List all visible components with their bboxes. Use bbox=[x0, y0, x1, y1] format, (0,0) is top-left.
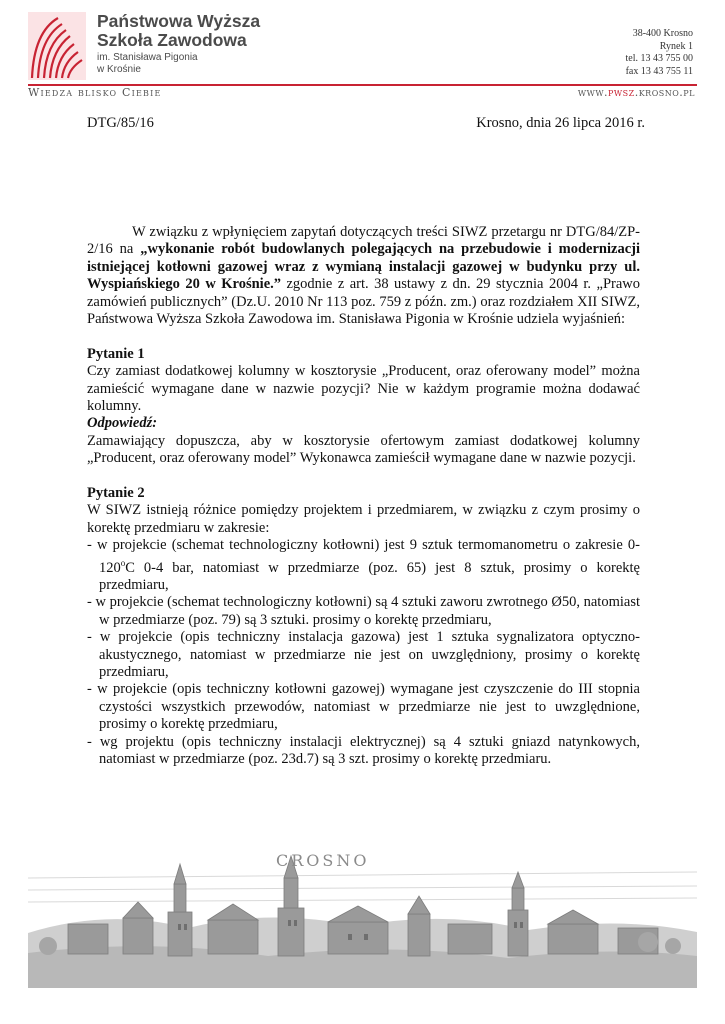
website-link[interactable] bbox=[578, 86, 695, 99]
university-logo bbox=[28, 12, 88, 82]
patron-line1: im. Stanisława Pigonia bbox=[97, 52, 198, 63]
institution-name-line1: Państwowa Wyższa bbox=[97, 11, 261, 31]
question-1-title: Pytanie 1 bbox=[87, 345, 145, 362]
institution-patron bbox=[97, 52, 198, 76]
website-prefix: www. bbox=[577, 86, 609, 99]
list-item: - w projekcie (opis techniczny kotłowni gazowej) wymagane jest czyszczenie do III stopnia czystości wszystkich przewodów, natomiast w przedmiarze nie jest to uwzględnione, prosimy o korektę przedmiaru, bbox=[87, 681, 640, 733]
motto: Wiedza blisko Ciebie bbox=[28, 86, 162, 99]
list-item: - wg projektu (opis techniczny instalacji elektrycznej) są 4 sztuki gniazd natynkowych, natomiast w przedmiarze (poz. 23d.7) są 3 szt. prosimy o korektę przedmiaru. bbox=[87, 733, 640, 767]
place-date: Krosno, dnia 26 lipca 2016 r. bbox=[476, 115, 645, 131]
letter-body bbox=[87, 224, 640, 768]
institution-name-line2: Szkoła Zawodowa bbox=[97, 30, 247, 50]
intro-text-2: zgodnie z art. 38 ustawy z dn. 29 stycznia 2004 r. „Prawo zamówień publicznych” (Dz.U. 2010 Nr 113 poz. 759 z późn. zm.) oraz rozdziałem XII SIWZ, Państwowa Wyższa Szkoła Zawodowa im. Stanisława Pigonia w Krośnie udziela wyjaśnień: bbox=[87, 276, 640, 328]
question-2-text: W SIWZ istnieją różnice pomiędzy projektem i przedmiarem, w związku z czym prosimy o korektę przedmiaru w zakresie: bbox=[87, 502, 640, 536]
address-phone: tel. 13 43 755 00 bbox=[625, 53, 693, 64]
website-suffix: .krosno.pl bbox=[634, 86, 695, 99]
answer-1-title: Odpowiedź: bbox=[87, 415, 158, 432]
reference-number: DTG/85/16 bbox=[87, 115, 154, 131]
patron-line2: w Krośnie bbox=[97, 64, 141, 75]
list-item bbox=[87, 537, 640, 594]
degree-superscript: o bbox=[120, 557, 126, 568]
list-item: - w projekcie (opis techniczny instalacja gazowa) jest 1 sztuka sygnalizatora optyczno-akustycznego, natomiast w przedmiarze nie jest on uwzględniony, prosimy o korektę przedmiaru, bbox=[87, 629, 640, 680]
question-2-title: Pytanie 2 bbox=[87, 485, 145, 502]
intro-subject: „wykonanie robót budowlanych polegających na przebudowie i modernizacji istniejącej kotłowni gazowej wraz z wymianą instalacji gazowej w budynku przy ul. Wyspiańskiego 20 w Krośnie.” bbox=[87, 241, 640, 293]
list-item-1-text-a: - w projekcie (schemat technologiczny kotłowni) jest 9 sztuk termomanometru o zakresie 0-120 bbox=[87, 537, 640, 576]
address-fax: fax 13 43 755 11 bbox=[625, 65, 693, 77]
website-highlight: pwsz bbox=[608, 86, 635, 99]
institution-name bbox=[97, 12, 260, 50]
contact-address bbox=[626, 28, 694, 78]
intro-text-1: W związku z wpłynięciem zapytań dotyczących treści SIWZ przetargu nr DTG/84/ZP-2/16 na bbox=[87, 224, 640, 258]
krosno-panorama-illustration bbox=[28, 838, 697, 988]
question-1-text: Czy zamiast dodatkowej kolumny w kosztorysie „Producent, oraz oferowany model” można zamieścić wymagane dane w nazwie pozycji? Nie w każdym programie można dodawać kolumny. bbox=[87, 363, 640, 415]
answer-1-text: Zamawiający dopuszcza, aby w kosztorysie ofertowym zamiast dodatkowej kolumny „Producent, oraz oferowany model” Wykonawca zamieścił wymagane dane w nazwie pozycji. bbox=[87, 432, 640, 467]
panorama-caption: CROSNO bbox=[276, 851, 370, 870]
address-street: Rynek 1 bbox=[659, 40, 693, 52]
address-city: 38-400 Krosno bbox=[632, 28, 693, 39]
intro-paragraph bbox=[87, 224, 640, 328]
list-item: - w projekcie (schemat technologiczny kotłowni) są 4 sztuki zaworu zwrotnego Ø50, natomiast w przedmiarze (poz. 79) są 3 sztuki. prosimy o korektę przedmiaru, bbox=[87, 594, 640, 628]
list-item-1-text-b: C 0-4 bar, natomiast w przedmiarze (poz. 65) jest 8 sztuk, prosimy o korektę przedmiaru, bbox=[99, 559, 640, 593]
